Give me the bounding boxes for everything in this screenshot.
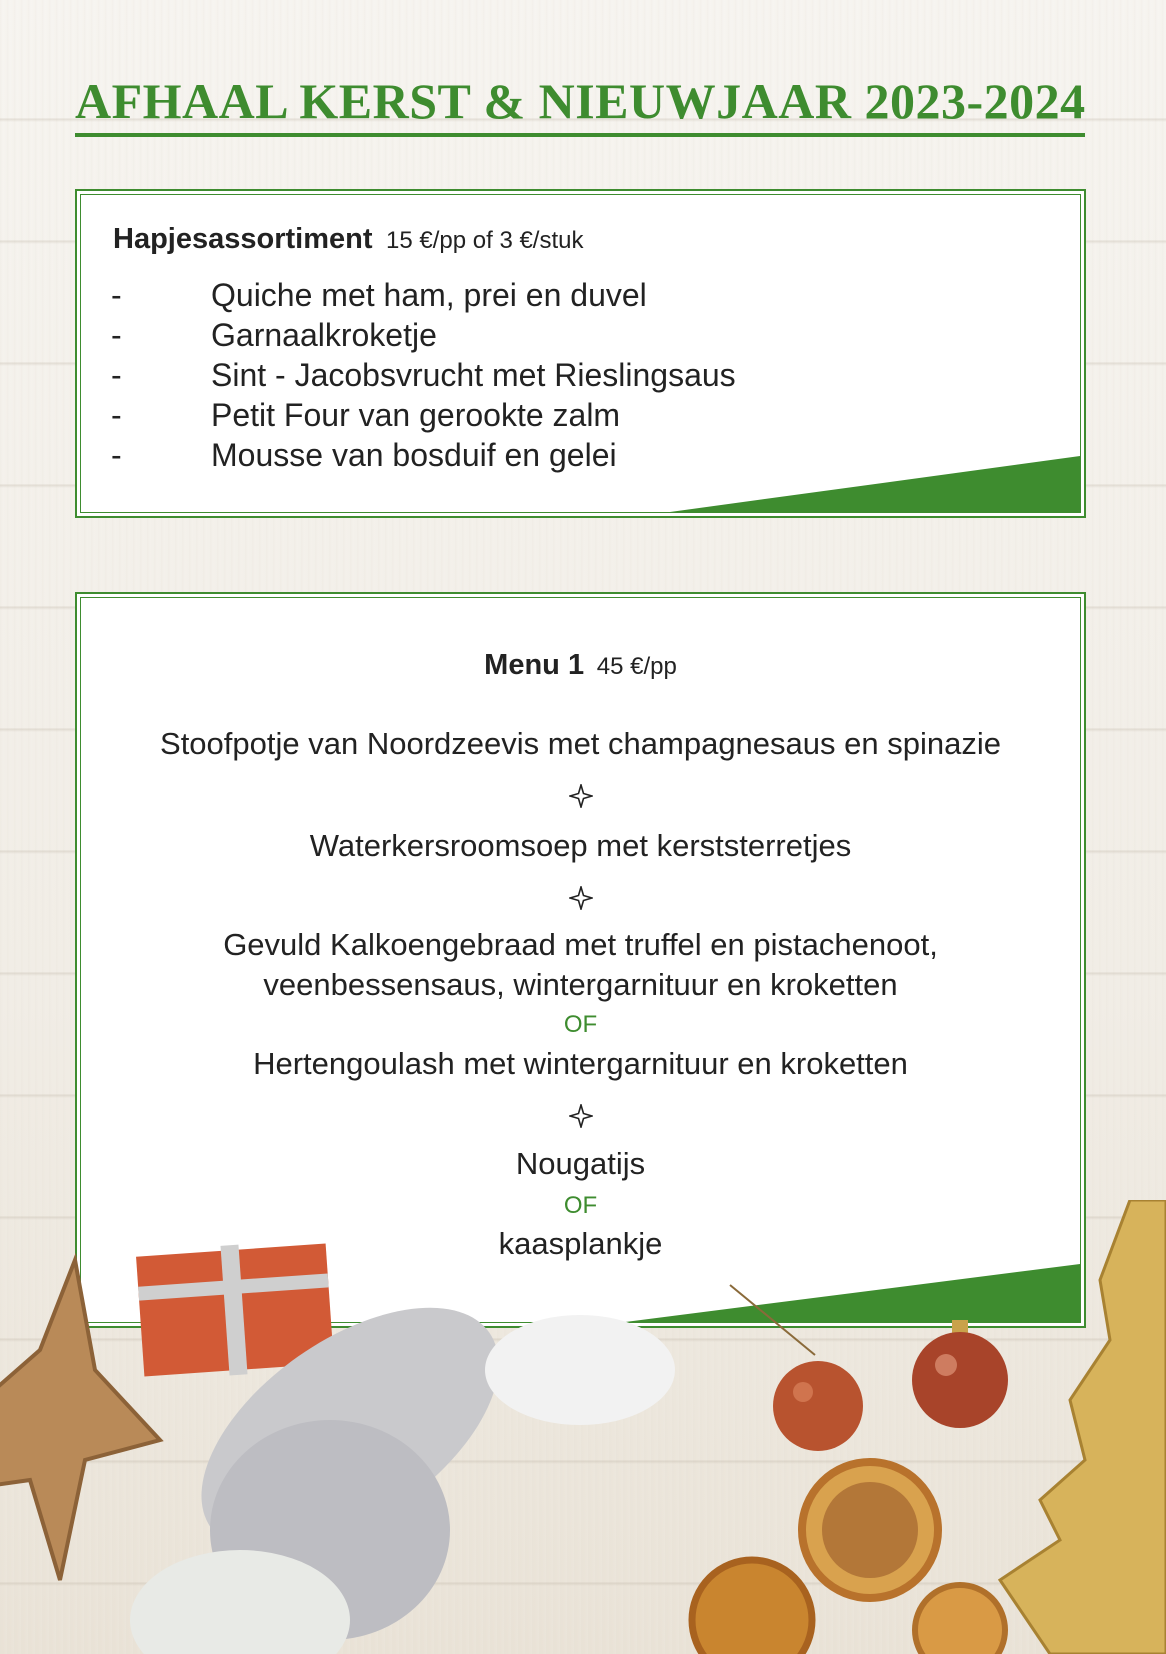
menu-course-starter: Stoofpotje van Noordzeevis met champagnesaus en spinazie	[160, 726, 1001, 761]
list-item	[111, 435, 736, 475]
wooden-star-icon	[0, 1260, 160, 1580]
hapjes-list	[111, 275, 736, 475]
dried-orange-icon	[692, 1462, 1005, 1654]
bullet-dash: -	[111, 437, 122, 473]
item-label: Sint - Jacobsvrucht met Rieslingsaus	[211, 357, 736, 393]
list-item	[111, 355, 736, 395]
page-title: AFHAAL KERST & NIEUWJAAR 2023-2024	[75, 73, 1086, 129]
menu1-header	[77, 649, 1084, 682]
menu-course-main-1a: Gevuld Kalkoengebraad met truffel en pistachenoot,	[223, 927, 938, 962]
star-divider-icon	[569, 784, 593, 808]
star-divider-icon	[569, 886, 593, 910]
list-item	[111, 275, 736, 315]
menu1-title: Menu 1	[484, 649, 585, 681]
menu-course-dessert-1: Nougatijs	[515, 1146, 646, 1181]
bullet-dash: -	[111, 357, 122, 393]
bauble-icon	[912, 1320, 1008, 1428]
item-label: Garnaalkroketje	[211, 317, 437, 353]
bauble-icon	[730, 1285, 863, 1451]
bullet-dash: -	[111, 277, 122, 313]
hapjes-title: Hapjesassortiment	[113, 223, 373, 255]
golden-tree-icon	[1000, 1200, 1166, 1654]
menu-course-soup: Waterkersroomsoep met kerststerretjes	[309, 828, 852, 863]
menu-course-main-2: Hertengoulash met wintergarnituur en kroketten	[253, 1046, 908, 1081]
bullet-dash: -	[111, 397, 122, 433]
hapjes-header	[113, 223, 584, 256]
or-separator: OF	[563, 1011, 598, 1038]
hapjes-price: 15 €/pp of 3 €/stuk	[386, 227, 584, 254]
menu1-price: 45 €/pp	[596, 653, 677, 680]
hapjes-card	[75, 189, 1086, 518]
menu-course-main-1b: veenbessensaus, wintergarnituur en kroketten	[263, 967, 898, 1002]
item-label: Petit Four van gerookte zalm	[211, 397, 621, 433]
green-corner-wedge	[670, 456, 1080, 512]
menu-course-dessert-2: kaasplankje	[498, 1226, 663, 1261]
title-underline	[75, 133, 1085, 137]
item-label: Mousse van bosduif en gelei	[211, 437, 617, 473]
bullet-dash: -	[111, 317, 122, 353]
list-item	[111, 315, 736, 355]
item-label: Quiche met ham, prei en duvel	[211, 277, 647, 313]
star-divider-icon	[569, 1104, 593, 1128]
list-item	[111, 395, 736, 435]
or-separator: OF	[563, 1192, 598, 1219]
christmas-decoration-photo	[0, 1200, 1166, 1654]
